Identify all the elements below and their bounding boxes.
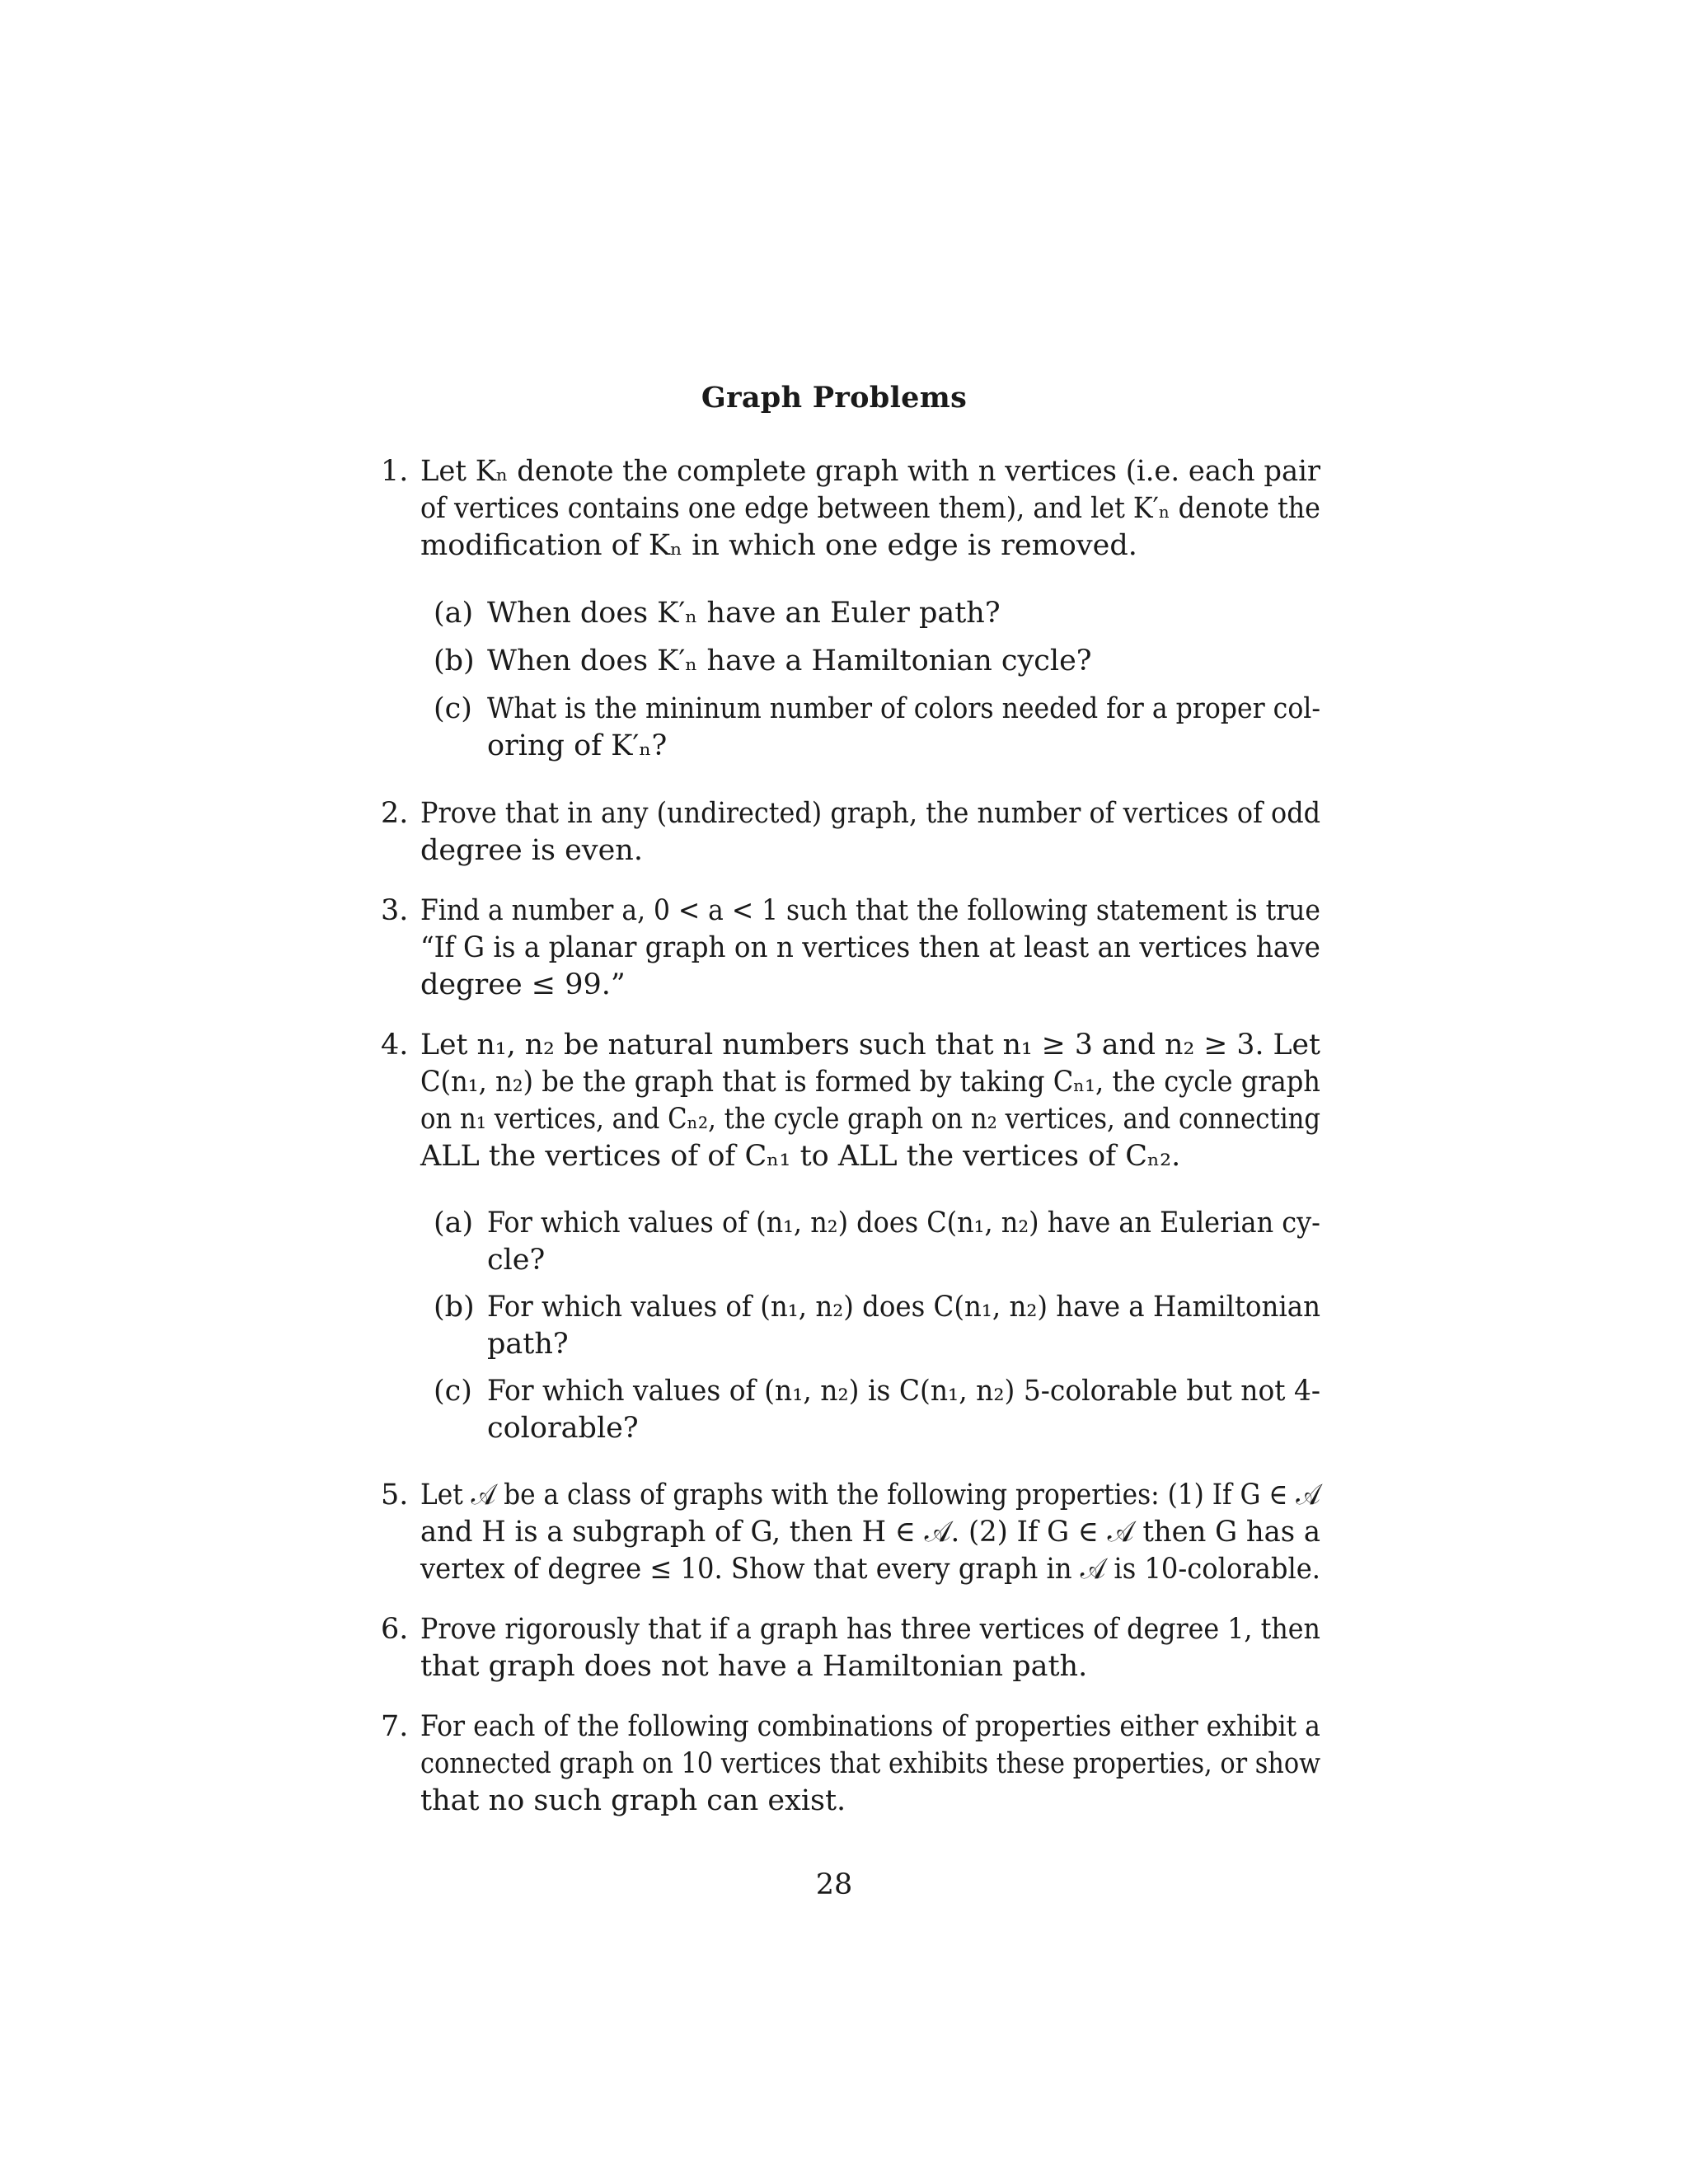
problem-number: 7. <box>381 1710 409 1743</box>
problem-line: C(n₁, n₂) be the graph that is formed by taking Cₙ₁, the cycle graph <box>420 1066 1320 1099</box>
problem-line: connected graph on 10 vertices that exhibits these properties, or show <box>420 1747 1321 1780</box>
problem-line: modification of Kₙ in which one edge is removed. <box>420 529 1137 562</box>
problem-line: that no such graph can exist. <box>420 1784 846 1817</box>
subproblem-line: When does K′ₙ have a Hamiltonian cycle? <box>487 644 1092 677</box>
subproblem-label: (c) <box>434 1375 472 1408</box>
subproblem-line: colorable? <box>487 1412 639 1445</box>
problem-line: on n₁ vertices, and Cₙ₂, the cycle graph on n₂ vertices, and connecting <box>420 1103 1321 1136</box>
problem-line: Prove rigorously that if a graph has three vertices of degree 1, then <box>420 1613 1320 1646</box>
problem-number: 6. <box>381 1613 409 1646</box>
problem-line: Find a number a, 0 < a < 1 such that the following statement is true <box>420 894 1320 927</box>
problem-line: Prove that in any (undirected) graph, the number of vertices of odd <box>420 797 1321 830</box>
subproblem-line: When does K′ₙ have an Euler path? <box>487 597 1001 630</box>
problem-number: 3. <box>381 894 409 927</box>
problem-line: of vertices contains one edge between them), and let K′ₙ denote the <box>420 492 1320 525</box>
problem-line: For each of the following combinations of properties either exhibit a <box>420 1710 1320 1743</box>
subproblem-line: For which values of (n₁, n₂) is C(n₁, n₂) 5-colorable but not 4- <box>487 1375 1321 1408</box>
subproblem-line: cle? <box>487 1244 546 1277</box>
problem-line: Let n₁, n₂ be natural numbers such that n₁ ≥ 3 and n₂ ≥ 3. Let <box>420 1029 1320 1062</box>
subproblem-label: (b) <box>434 644 475 677</box>
problem-number: 5. <box>381 1479 409 1511</box>
subproblem-label: (b) <box>434 1291 475 1324</box>
subproblem-line: What is the mininum number of colors needed for a proper col- <box>487 692 1321 725</box>
problem-line: ALL the vertices of of Cₙ₁ to ALL the vertices of Cₙ₂. <box>420 1140 1181 1173</box>
subproblem-label: (c) <box>434 692 472 725</box>
problem-number: 4. <box>381 1029 409 1062</box>
problem-line: Let 𝒜 be a class of graphs with the following properties: (1) If G ∈ 𝒜 <box>420 1479 1320 1511</box>
subproblem-line: For which values of (n₁, n₂) does C(n₁, n₂) have a Hamiltonian <box>487 1291 1321 1324</box>
problem-number: 1. <box>381 455 409 488</box>
subproblem-label: (a) <box>434 597 474 630</box>
problem-line: that graph does not have a Hamiltonian path. <box>420 1650 1088 1683</box>
subproblem-label: (a) <box>434 1207 474 1240</box>
page-title: Graph Problems <box>701 381 968 415</box>
subproblem-line: For which values of (n₁, n₂) does C(n₁, n₂) have an Eulerian cy- <box>487 1207 1320 1240</box>
problem-line: vertex of degree ≤ 10. Show that every graph in 𝒜 is 10-colorable. <box>420 1553 1321 1586</box>
problem-line: “If G is a planar graph on n vertices then at least an vertices have <box>420 931 1320 964</box>
problem-line: and H is a subgraph of G, then H ∈ 𝒜. (2) If G ∈ 𝒜 then G has a <box>420 1516 1321 1549</box>
subproblem-line: oring of K′ₙ? <box>487 729 668 762</box>
page-number: 28 <box>815 1868 853 1901</box>
problem-number: 2. <box>381 797 409 830</box>
problem-line: degree is even. <box>420 834 643 867</box>
problem-line: Let Kₙ denote the complete graph with n vertices (i.e. each pair <box>420 455 1321 488</box>
subproblem-line: path? <box>487 1328 569 1361</box>
problem-line: degree ≤ 99.” <box>420 968 626 1001</box>
